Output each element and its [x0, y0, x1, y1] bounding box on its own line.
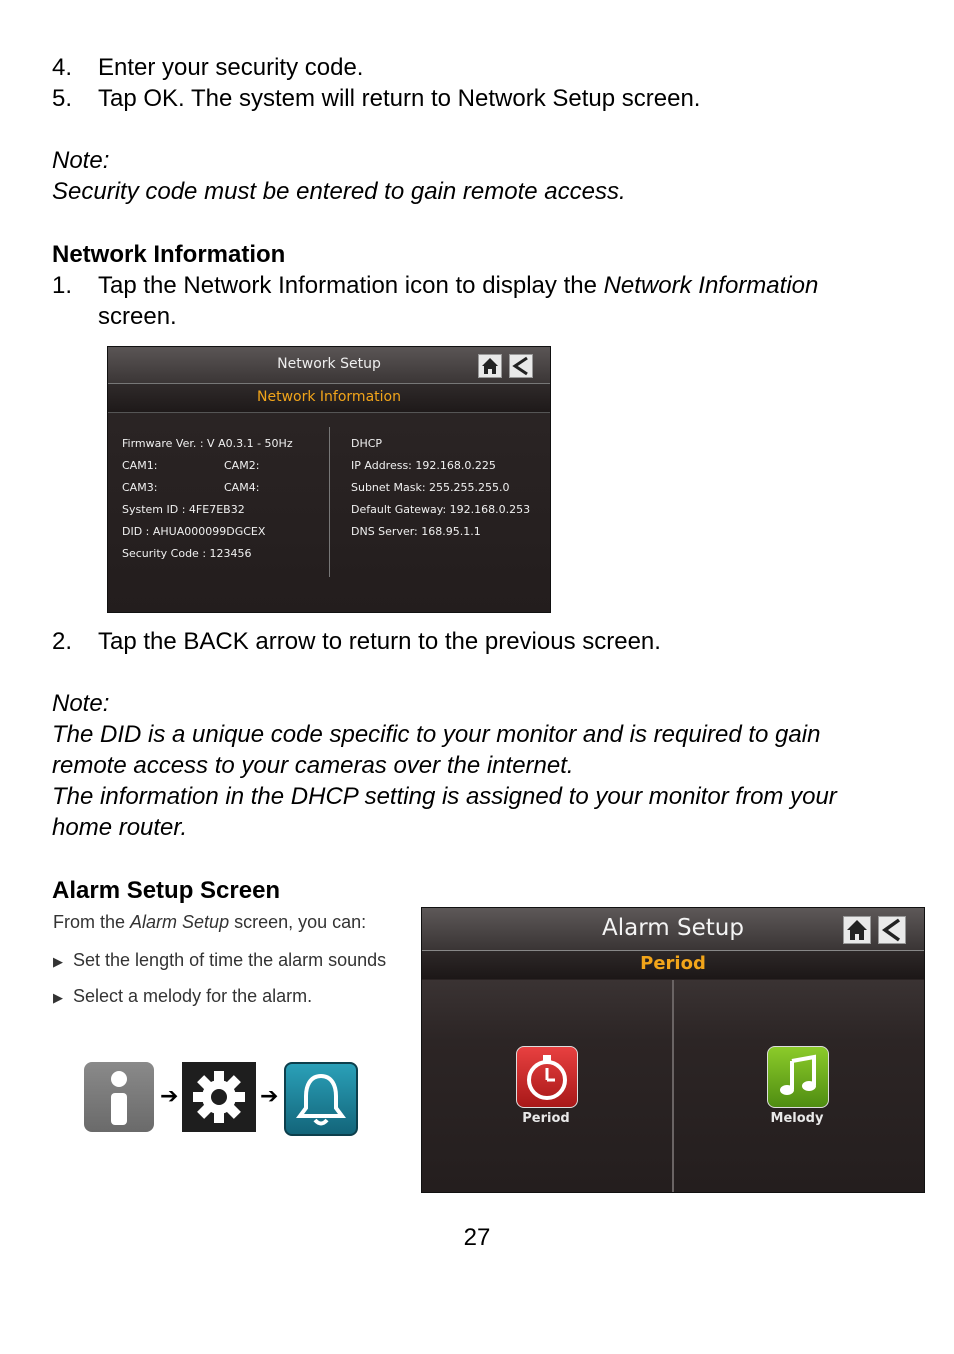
- network-info-heading: Network Information: [52, 241, 286, 268]
- did-value: DID : AHUA000099DGCEX: [122, 525, 266, 538]
- back-button[interactable]: [509, 354, 533, 378]
- cam4-label: CAM4:: [224, 481, 260, 494]
- arrow-right-icon: ➔: [160, 1083, 179, 1108]
- home-button[interactable]: [478, 354, 502, 378]
- al-subheader: [422, 951, 924, 979]
- note1-label: Note:: [52, 147, 110, 174]
- alarm-bullet-2: ▶ Select a melody for the alarm.: [53, 986, 313, 1006]
- bullet-triangle-icon: ▶: [53, 990, 63, 1005]
- home-icon: [479, 355, 501, 377]
- melody-panel[interactable]: [674, 980, 924, 1192]
- default-gateway: Default Gateway: 192.168.0.253: [351, 503, 531, 516]
- period-panel[interactable]: [422, 980, 672, 1192]
- ip-address: IP Address: 192.168.0.225: [351, 459, 496, 472]
- network-info-screenshot: [107, 346, 551, 613]
- note2-label: Note:: [52, 690, 110, 717]
- home-button[interactable]: [843, 916, 871, 944]
- stopwatch-icon: [516, 1046, 578, 1108]
- alarm-intro: From the Alarm Setup screen, you can:: [53, 912, 367, 932]
- bullet-triangle-icon: ▶: [53, 954, 63, 969]
- ni-title: Network Setup: [277, 356, 381, 372]
- dns-server: DNS Server: 168.95.1.1: [351, 525, 481, 538]
- gear-icon: [182, 1062, 256, 1132]
- al-header: [422, 908, 924, 951]
- ni-subtitle: Network Information: [257, 389, 401, 405]
- firmware-version: Firmware Ver. : V A0.3.1 - 50Hz: [122, 437, 293, 450]
- info-icon: [84, 1062, 154, 1132]
- back-arrow-icon: [879, 917, 905, 943]
- ni-divider: [329, 427, 330, 577]
- subnet-mask: Subnet Mask: 255.255.255.0: [351, 481, 510, 494]
- alarm-bullet-1: ▶ Set the length of time the alarm sounds: [53, 950, 387, 970]
- page-number: 27: [463, 1224, 491, 1251]
- note2-line4: home router.: [52, 814, 188, 841]
- cam2-label: CAM2:: [224, 459, 260, 472]
- melody-label: Melody: [770, 1111, 824, 1126]
- ni-subheader: [108, 384, 550, 413]
- arrow-right-icon: ➔: [260, 1083, 279, 1108]
- alarm-heading: Alarm Setup Screen: [52, 877, 281, 904]
- ni-header: [108, 347, 550, 384]
- al-title: Alarm Setup: [602, 915, 744, 941]
- music-note-icon: [767, 1046, 829, 1108]
- period-label: Period: [522, 1111, 570, 1126]
- alarm-setup-screenshot: [421, 907, 925, 1193]
- home-icon: [844, 917, 870, 943]
- cam1-label: CAM1:: [122, 459, 158, 472]
- dhcp-label: DHCP: [351, 437, 383, 450]
- note2-line1: The DID is a unique code specific to your monitor and is required to gain: [52, 721, 821, 748]
- system-id: System ID : 4FE7EB32: [122, 503, 245, 516]
- note2-line3: The information in the DHCP setting is assigned to your monitor from your: [52, 783, 837, 810]
- cam3-label: CAM3:: [122, 481, 158, 494]
- back-arrow-icon: [510, 355, 532, 377]
- note2-line2: remote access to your cameras over the internet.: [52, 752, 574, 779]
- back-button[interactable]: [878, 916, 906, 944]
- security-code: Security Code : 123456: [122, 547, 252, 560]
- alarm-bell-icon: [284, 1062, 358, 1136]
- al-subtitle: Period: [640, 953, 706, 974]
- note1-text: Security code must be entered to gain remote access.: [52, 178, 626, 205]
